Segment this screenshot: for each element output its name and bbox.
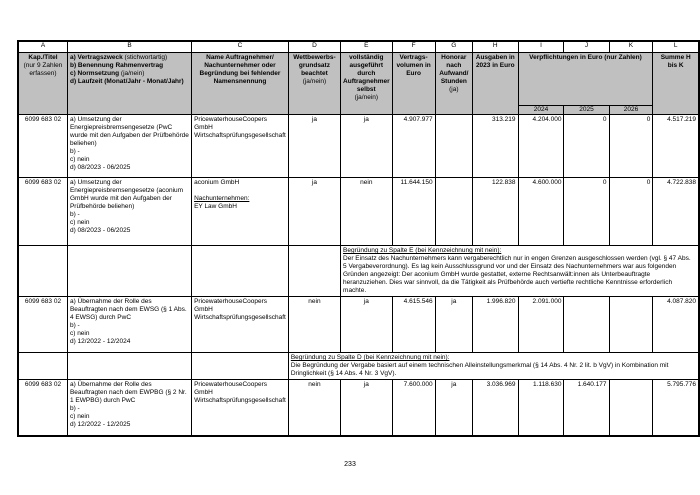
header-honorar [435, 53, 472, 115]
header-honorar-label: Honorar nach Aufwand/ Stunden [439, 54, 469, 85]
cell-auftragnehmer [192, 178, 289, 246]
header-vertragszweck-bold: a) Vertragszweck [69, 54, 123, 61]
cell-verpflichtung-2025: 0 [564, 178, 609, 246]
cell-vertragsvolumen: 4.615.546 [392, 297, 435, 353]
column-letter: L [653, 41, 699, 53]
header-row [18, 53, 699, 106]
cell-auftragnehmer [192, 297, 289, 353]
header-kap-titel-label: Kap./Titel [28, 54, 58, 61]
header-summe: Summe H bis K [653, 53, 699, 115]
cell-vertragszweck [67, 380, 191, 437]
cell-vertragszweck-line: d) 12/2022 - 12/2024 [69, 338, 131, 345]
cell-wettbewerb: nein [288, 297, 340, 353]
cell-empty [192, 246, 289, 297]
cell-empty [192, 353, 289, 380]
cell-wettbewerb: nein [288, 380, 340, 437]
cell-empty [18, 246, 67, 297]
cell-summe: 5.795.776 [653, 380, 699, 437]
header-kap-titel [18, 53, 67, 115]
header-vertragszweck [67, 53, 191, 115]
table-row [18, 297, 699, 353]
cell-kap-titel: 6099 683 02 [18, 297, 67, 353]
cell-verpflichtung-2024: 4.600.000 [518, 178, 564, 246]
cell-vertragszweck-line: d) 08/2023 - 06/2025 [69, 164, 131, 171]
cell-verpflichtung-2024: 4.204.000 [518, 115, 564, 178]
column-letter: F [392, 41, 435, 53]
cell-vertragsvolumen: 4.907.977 [392, 115, 435, 178]
header-ausgaben-2023 [473, 53, 518, 115]
cell-vertragszweck-line: c) nein [69, 330, 90, 337]
header-jahr-2025: 2025 [564, 106, 609, 115]
cell-vertragszweck-line: b) - [69, 322, 80, 329]
cell-kap-titel: 6099 683 02 [18, 380, 67, 437]
cell-honorar: ja [435, 297, 472, 353]
header-kap-titel-hint: (nur 9 Zahlen erfassen) [23, 62, 63, 77]
cell-vertragszweck-line: a) Umsetzung der Energiepreisbremsengesetze (PwC wurde mit den Aufgaben der Prüfbehörde beliehen) [69, 116, 189, 147]
cell-verpflichtung-2025: 1.640.177 [564, 380, 609, 437]
cell-auftragnehmer [192, 115, 289, 178]
header-wettbewerbsgrundsatz-label: Wettbewerbs-grundsatz beachtet [293, 54, 336, 77]
header-wettbewerbsgrundsatz [288, 53, 340, 115]
header-vertragszweck-hint: (ja/nein) [119, 70, 145, 77]
column-letter: J [564, 41, 609, 53]
cell-empty [67, 246, 191, 297]
header-auftragnehmer: Name Auftragnehmer/ Nachunternehmer oder Begründung bei fehlender Namensnennung [192, 53, 289, 115]
cell-verpflichtung-2024: 2.091.000 [518, 297, 564, 353]
begruendung-title: Begründung zu Spalte E (bei Kennzeichnung mit nein): [343, 247, 502, 254]
cell-verpflichtung-2026 [609, 297, 653, 353]
header-vertragszweck-line [70, 70, 189, 78]
begruendung-body: Der Einsatz des Nachunternehmers kann vergaberechtlich nur in engen Grenzen ausgeschlossen werden (vgl. § 47 Abs. 5 Vergabeverordnung). Es lag kein Ausschlussgrund vor und der Einsatz des Nachunternehmers war aus folgenden Gründen angezeigt: Der aconium GmbH wurde gestattet, externe Rechtsanwält:innen als Unterbeauftragte heranzuziehen. Dies war sinnvoll, da die Tätigkeit als Prüfbehörde auch vertiefte rechtliche Kenntnisse erforderlich machte. [343, 255, 691, 294]
cell-vollstaendig: ja [341, 115, 393, 178]
header-verpflichtungen: Verpflichtungen in Euro (nur Zahlen) [518, 53, 653, 106]
header-vollstaendig-ausgefuehrt [341, 53, 393, 115]
cell-verpflichtung-2025 [564, 297, 609, 353]
cell-auftragnehmer-line: PricewaterhouseCoopers GmbH Wirtschaftsprüfungsgesellschaft [194, 381, 286, 404]
cell-summe: 4.517.219 [653, 115, 699, 178]
page-number: 233 [344, 461, 356, 468]
cell-ausgaben-2023: 3.036.969 [473, 380, 518, 437]
cell-auftragnehmer-line: Nachunternehmen: [194, 195, 250, 202]
cell-honorar: ja [435, 380, 472, 437]
column-letter: B [67, 41, 191, 53]
cell-empty [18, 353, 67, 380]
header-vertragszweck-hint: (stichwortartig) [122, 54, 168, 61]
cell-summe: 4.087.820 [653, 297, 699, 353]
cell-begruendung [341, 246, 699, 297]
cell-vollstaendig: nein [341, 178, 393, 246]
cell-auftragnehmer [192, 380, 289, 437]
begruendung-row [18, 353, 699, 380]
table-row [18, 380, 699, 437]
cell-vollstaendig: ja [341, 297, 393, 353]
cell-vollstaendig: ja [341, 380, 393, 437]
header-vertragszweck-line [70, 54, 189, 62]
cell-vertragsvolumen: 7.600.000 [392, 380, 435, 437]
vergabe-report-table [17, 40, 700, 437]
header-vertragsvolumen [392, 53, 435, 115]
cell-auftragnehmer-line: aconium GmbH [194, 179, 240, 186]
cell-kap-titel: 6099 683 02 [18, 115, 67, 178]
header-jahr-2026: 2026 [609, 106, 653, 115]
begruendung-row [18, 246, 699, 297]
cell-vertragszweck-line: a) Umsetzung der Energiepreisbremsengesetze (aconium GmbH wurde mit den Aufgaben der Prüfbehörde beliehen) [69, 179, 184, 210]
header-vertragszweck-line [70, 62, 189, 70]
begruendung-body: Die Begründung der Vergabe basiert auf einem technischen Alleinstellungsmerkmal (§ 14 Abs. 4 Nr. 2 lit. b VgV) in Kombination mit Dringlichkeit (§ 14 Abs. 4 Nr. 3 VgV). [290, 362, 669, 377]
cell-verpflichtung-2025: 0 [564, 115, 609, 178]
cell-verpflichtung-2026 [609, 380, 653, 437]
header-jahr-2024: 2024 [518, 106, 564, 115]
cell-ausgaben-2023: 1.996.820 [473, 297, 518, 353]
column-letter: H [473, 41, 518, 53]
cell-vertragszweck-line: c) nein [69, 156, 90, 163]
column-letter: D [288, 41, 340, 53]
cell-wettbewerb: ja [288, 115, 340, 178]
cell-honorar [435, 115, 472, 178]
cell-vertragszweck-line: b) - [69, 405, 80, 412]
header-vertragsvolumen-label: Vertrags-volumen in Euro [396, 54, 431, 77]
cell-auftragnehmer-line [194, 187, 286, 195]
cell-begruendung [288, 353, 699, 380]
cell-verpflichtung-2026: 0 [609, 178, 653, 246]
cell-vertragszweck-line: d) 08/2023 - 06/2025 [69, 227, 131, 234]
begruendung-title: Begründung zu Spalte D (bei Kennzeichnung mit nein): [290, 354, 450, 361]
header-vollstaendig-ausgefuehrt-label: vollständig ausgeführt durch Auftragnehmer selbst [343, 54, 390, 93]
column-letter: K [609, 41, 653, 53]
header-vertragszweck-bold: b) Benennung Rahmenvertrag [69, 62, 164, 69]
table-row [18, 115, 699, 178]
cell-vertragsvolumen: 11.644.150 [392, 178, 435, 246]
cell-vertragszweck-line: a) Übernahme der Rolle des Beauftragten nach dem EWPBG (§ 2 Nr. 1 EWPBG) durch PwC [69, 381, 187, 404]
cell-vertragszweck-line: b) - [69, 211, 80, 218]
cell-empty [67, 353, 191, 380]
column-letter: A [18, 41, 67, 53]
cell-empty [288, 246, 340, 297]
cell-vertragszweck-line: d) 12/2022 - 12/2025 [69, 421, 131, 428]
cell-vertragszweck-line: a) Übernahme der Rolle des Beauftragten nach dem EWSG (§ 1 Abs. 4 EWSG) durch PwC [69, 298, 187, 321]
column-letter: E [341, 41, 393, 53]
cell-ausgaben-2023: 122.838 [473, 178, 518, 246]
cell-honorar [435, 178, 472, 246]
column-letter-row [18, 41, 699, 53]
header-vertragszweck-bold: c) Normsetzung [69, 70, 120, 77]
header-vollstaendig-ausgefuehrt-hint: (ja/nein) [354, 94, 379, 101]
cell-verpflichtung-2026: 0 [609, 115, 653, 178]
cell-ausgaben-2023: 313.219 [473, 115, 518, 178]
header-ausgaben-2023-label: Ausgaben in 2023 in Euro [475, 54, 515, 69]
cell-vertragszweck-line: c) nein [69, 413, 90, 420]
column-letter: I [518, 41, 564, 53]
header-vertragszweck-bold: d) Laufzeit (Monat/Jahr - Monat/Jahr) [69, 78, 184, 85]
cell-wettbewerb: ja [288, 178, 340, 246]
cell-vertragszweck-line: c) nein [69, 219, 90, 226]
cell-verpflichtung-2024: 1.118.630 [518, 380, 564, 437]
cell-auftragnehmer-line: EY Law GmbH [194, 203, 237, 210]
cell-vertragszweck [67, 178, 191, 246]
cell-vertragszweck [67, 115, 191, 178]
table-row [18, 178, 699, 246]
cell-vertragszweck-line: b) - [69, 148, 80, 155]
header-vertragszweck-line [70, 78, 189, 86]
cell-kap-titel: 6099 683 02 [18, 178, 67, 246]
cell-vertragszweck [67, 297, 191, 353]
cell-auftragnehmer-line: PricewaterhouseCoopers GmbH Wirtschaftsprüfungsgesellschaft [194, 298, 286, 321]
cell-summe: 4.722.838 [653, 178, 699, 246]
column-letter: G [435, 41, 472, 53]
cell-auftragnehmer-line: PricewaterhouseCoopers GmbH Wirtschaftsprüfungsgesellschaft [194, 116, 286, 139]
header-wettbewerbsgrundsatz-hint: (ja/nein) [302, 78, 327, 85]
column-letter: C [192, 41, 289, 53]
header-honorar-hint: (ja) [449, 86, 459, 93]
